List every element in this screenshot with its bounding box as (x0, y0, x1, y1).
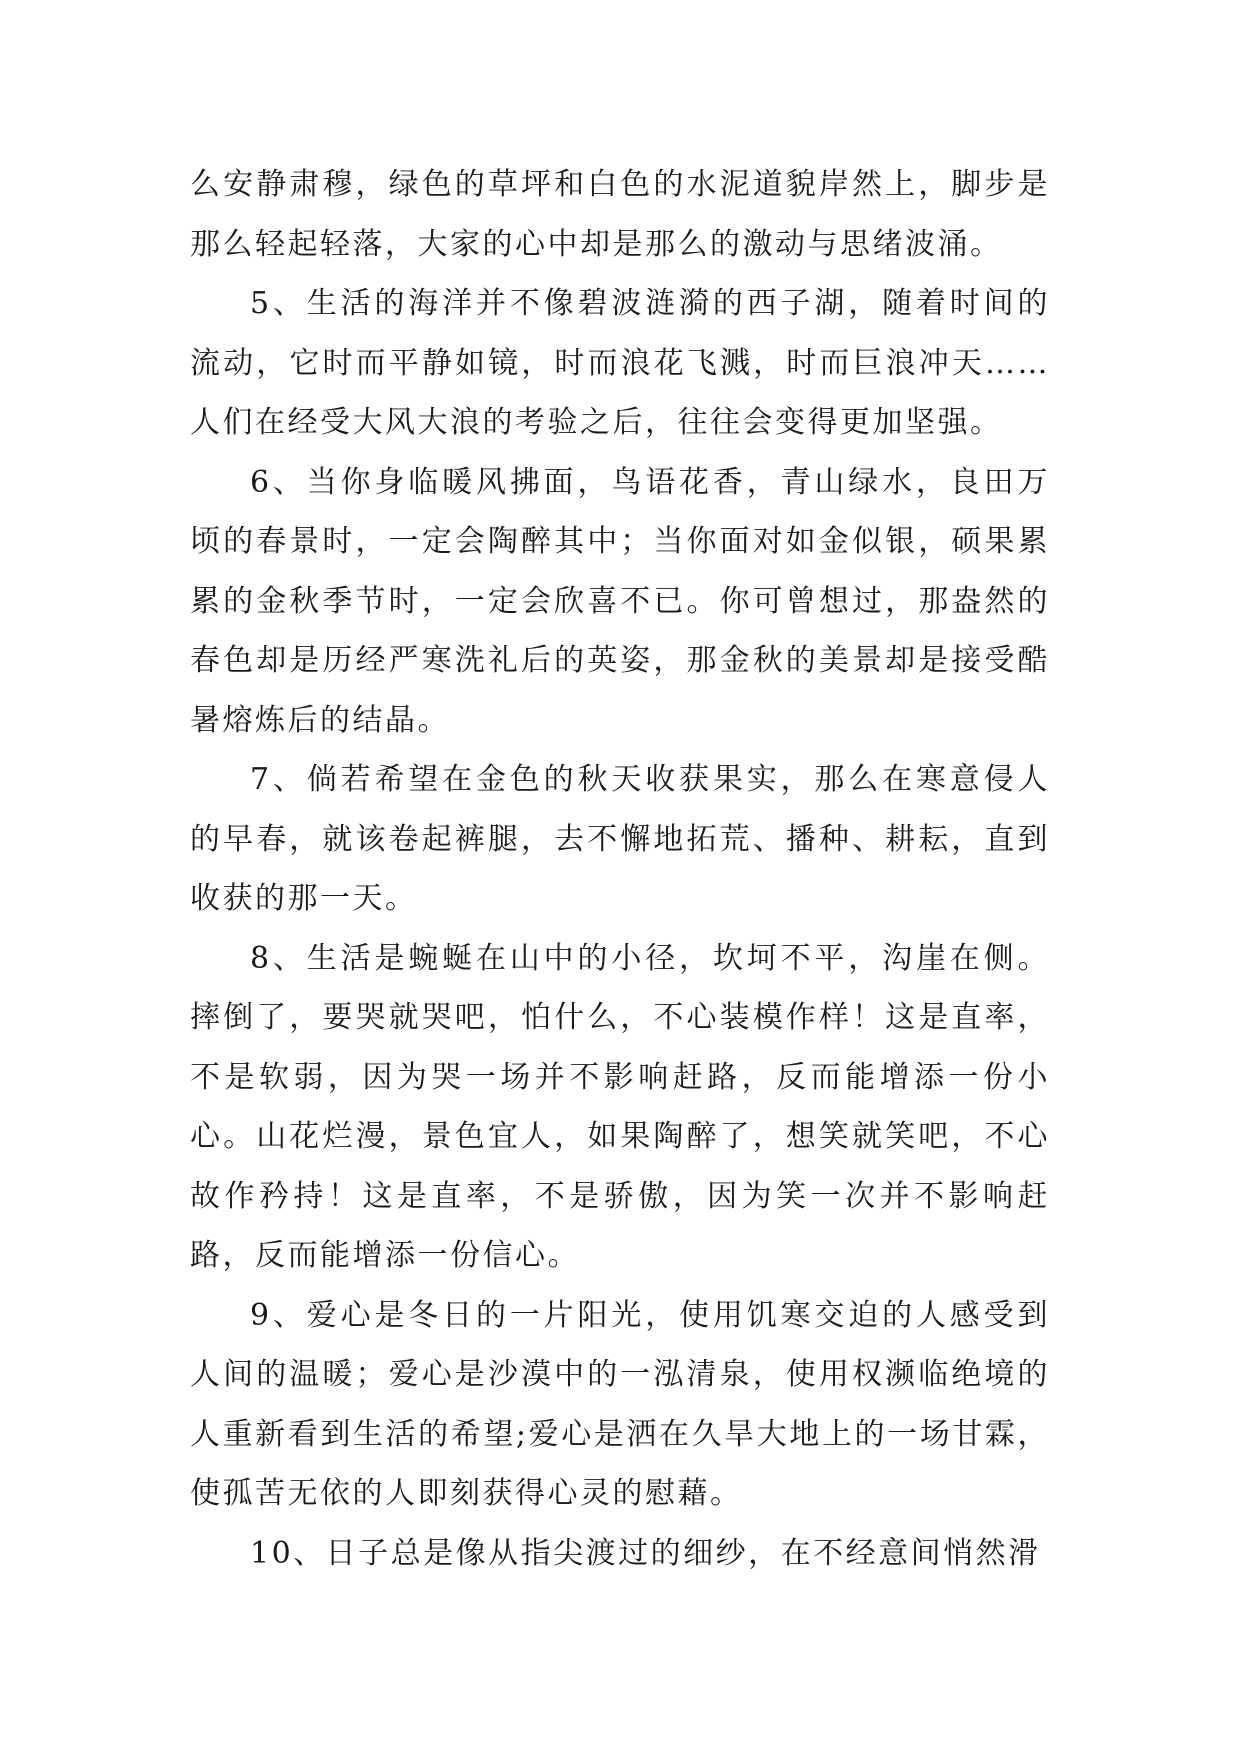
paragraph-6: 6、当你身临暖风拂面，鸟语花香，青山绿水，良田万顷的春景时，一定会陶醉其中；当你面对如金似银，硕果累累的金秋季节时，一定会欣喜不已。你可曾想过，那盎然的春色却是历经严寒洗礼后的英姿，那金秋的美景却是接受酷暑熔炼后的结晶。 (190, 464, 1050, 738)
document-body (190, 155, 1050, 1583)
paragraph-10: 10、日子总是像从指尖渡过的细纱，在不经意间悄然滑 (250, 1535, 1041, 1571)
paragraph-8: 8、生活是蜿蜒在山中的小径，坎坷不平，沟崖在侧。摔倒了，要哭就哭吧，怕什么，不心装模作样！这是直率，不是软弱，因为哭一场并不影响赶路，反而能增添一份小心。山花烂漫，景色宜人，如果陶醉了，想笑就笑吧，不心故作矜持！这是直率，不是骄傲，因为笑一次并不影响赶路，反而能增添一份信心。 (190, 940, 1050, 1273)
paragraph-continued: 么安静肃穆，绿色的草坪和白色的水泥道貌岸然上，脚步是那么轻起轻落，大家的心中却是那么的激动与思绪波涌。 (190, 167, 1050, 262)
paragraph-7: 7、倘若希望在金色的秋天收获果实，那么在寒意侵人的早春，就该卷起裤腿，去不懈地拓荒、播种、耕耘，直到收获的那一天。 (190, 762, 1050, 916)
paragraph-9: 9、爱心是冬日的一片阳光，使用饥寒交迫的人感受到人间的温暖；爱心是沙漠中的一泓清泉，使用权濒临绝境的人重新看到生活的希望;爱心是洒在久旱大地上的一场甘霖，使孤苦无依的人即刻获得心灵的慰藉。 (190, 1297, 1050, 1511)
paragraph-5: 5、生活的海洋并不像碧波涟漪的西子湖，随着时间的流动，它时而平静如镜，时而浪花飞溅，时而巨浪冲天……人们在经受大风大浪的考验之后，往往会变得更加坚强。 (190, 286, 1050, 440)
